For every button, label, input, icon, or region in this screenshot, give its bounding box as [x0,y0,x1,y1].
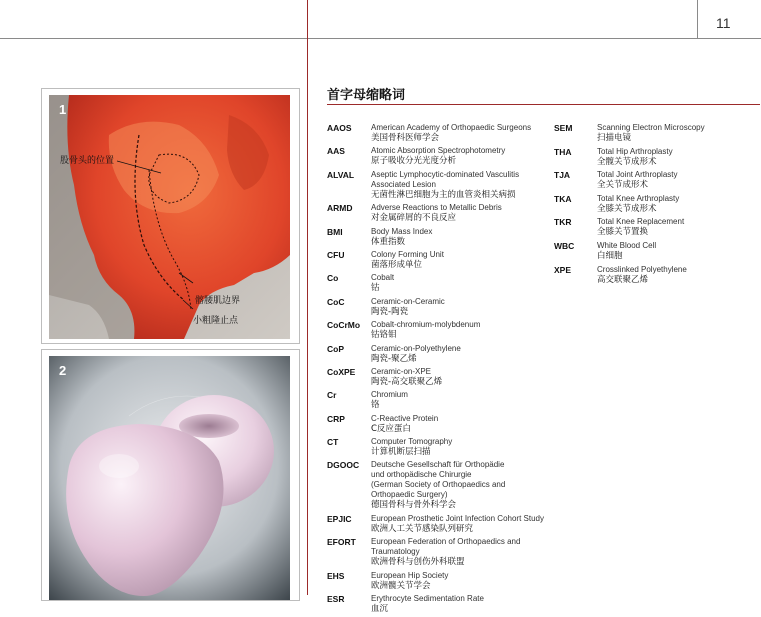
abbreviation-definition [371,460,547,511]
definition-english: Colony Forming Unit [371,249,444,259]
figure-1-panel [41,88,300,344]
figure-1-number: 1 [59,102,67,117]
abbreviation-definition [371,297,547,318]
definition-chinese: 铬 [371,400,380,411]
abbreviation-definition [597,170,754,191]
definition-chinese: 白细胞 [597,250,623,261]
abbreviation-definition [597,194,754,215]
annotation-lesser-trochanter: 小粗隆止点 [193,316,239,326]
abbreviation-definition [371,390,547,411]
ceramic-heads-photo [49,356,290,600]
abbreviation-row [327,514,547,535]
definition-chinese: 全髋关节成形术 [597,156,657,167]
abbreviation-row [327,390,547,411]
abbreviation-term: EPJIC [327,513,352,524]
definition-chinese: 对金属碎屑的不良反应 [371,213,457,224]
definition-english: European Federation of Orthopaedics and Traumatology [371,537,521,557]
definition-chinese: 无菌性淋巴细胞为主的血管炎相关病损 [371,189,516,200]
abbreviation-term: TKR [554,217,572,228]
definition-chinese: 欧洲骨科与创伤外科联盟 [371,557,465,568]
definition-english: Crosslinked Polyethylene [597,264,687,274]
abbreviation-definition [371,146,547,167]
abbreviation-term: CoP [327,343,344,354]
definition-english: Cobalt-chromium-molybdenum [371,320,481,330]
abbreviation-list-right [554,123,754,288]
definition-english: Total Knee Arthroplasty [597,193,680,203]
definition-english: Atomic Absorption Spectrophotometry [371,146,506,156]
abbreviation-definition [371,320,547,341]
abbreviation-row [327,170,547,201]
column-divider [307,0,308,595]
definition-english: European Prosthetic Joint Infection Cohort Study [371,513,544,523]
abbreviation-list-left [327,123,547,617]
abbreviation-row [327,320,547,341]
abbreviation-definition [371,537,547,568]
abbreviation-row [554,123,754,144]
abbreviation-definition [371,123,547,144]
page-number-divider [697,0,698,38]
definition-chinese: 陶瓷-聚乙烯 [371,353,417,364]
definition-english: Body Mass Index [371,226,433,236]
abbreviation-row [554,194,754,215]
definition-chinese: 钴 [371,283,380,294]
surgical-photo [49,95,290,339]
definition-english: Ceramic-on-Polyethylene [371,343,461,353]
abbreviation-definition [597,147,754,168]
definition-chinese: 血沉 [371,604,389,615]
abbreviation-row [327,414,547,435]
abbreviation-term: BMI [327,226,343,237]
abbreviation-row [327,344,547,365]
abbreviation-term: AAOS [327,123,352,133]
abbreviation-definition [371,414,547,435]
definition-chinese: 钴铬钼 [371,330,397,341]
abbreviation-row [327,437,547,458]
definition-english: American Academy of Orthopaedic Surgeons [371,123,532,132]
definition-chinese: 全膝关节成形术 [597,203,657,214]
abbreviation-row [327,297,547,318]
definition-english: Total Joint Arthroplasty [597,170,678,180]
definition-chinese: 全关节成形术 [597,180,649,191]
definition-chinese: C反应蛋白 [371,423,411,434]
definition-english: Total Hip Arthroplasty [597,146,673,156]
abbreviation-term: CoCrMo [327,320,361,331]
abbreviation-definition [371,170,547,201]
abbreviation-row [327,146,547,167]
abbreviation-term: EFORT [327,537,356,548]
definition-chinese: 原子吸收分光光度分析 [371,156,457,167]
definition-chinese: 计算机断层扫描 [371,447,431,458]
definition-english: Cobalt [371,273,395,283]
abbreviation-definition [597,265,754,286]
abbreviation-row [327,227,547,248]
definition-english: Ceramic-on-XPE [371,366,432,376]
abbreviation-term: CoC [327,296,345,307]
abbreviation-row [554,265,754,286]
section-title: 首字母缩略词 [327,88,406,103]
abbreviation-row [327,203,547,224]
abbreviation-row [554,147,754,168]
abbreviation-term: ALVAL [327,169,355,180]
abbreviation-definition [371,367,547,388]
figure-2-panel [41,349,300,601]
abbreviation-row [327,537,547,568]
abbreviation-definition [371,250,547,271]
abbreviation-row [327,460,547,511]
definition-english: C-Reactive Protein [371,413,439,423]
definition-chinese: 美国骨科医师学会 [371,133,440,143]
abbreviation-definition [371,594,547,615]
definition-english: Computer Tomography [371,437,453,447]
abbreviation-term: CFU [327,249,345,260]
definition-english: Deutsche Gesellschaft für Orthopädie und orthopädische Chirurgie (German Society of Orthopaedics and Orthopaedic Surgery) [371,460,506,500]
definition-chinese: 全膝关节置换 [597,227,649,238]
header-rule [0,38,761,39]
abbreviation-term: Cr [327,390,337,401]
definition-english: Chromium [371,390,408,400]
annotation-femoral-head: 股骨头的位置 [60,156,115,166]
abbreviation-row [554,170,754,191]
abbreviation-row [327,250,547,271]
definition-english: Erythrocyte Sedimentation Rate [371,594,484,604]
definition-english: Total Knee Replacement [597,217,685,227]
abbreviation-term: CoXPE [327,366,356,377]
abbreviation-term: CT [327,437,339,448]
abbreviation-row [327,571,547,592]
abbreviation-term: AAS [327,146,345,157]
definition-chinese: 德国骨科与骨外科学会 [371,500,457,511]
definition-english: Scanning Electron Microscopy [597,123,705,132]
abbreviation-term: TJA [554,170,571,181]
abbreviation-definition [597,241,754,262]
abbreviation-definition [371,437,547,458]
abbreviation-term: Co [327,273,339,284]
abbreviation-definition [371,344,547,365]
definition-english: European Hip Society [371,570,449,580]
abbreviation-term: THA [554,146,572,157]
abbreviation-term: SEM [554,123,573,133]
definition-chinese: 欧洲髋关节学会 [371,580,431,591]
annotation-iliopsoas-border: 髂腰肌边界 [195,296,241,306]
definition-chinese: 高交联聚乙烯 [597,274,649,285]
page-number: 11 [716,15,731,31]
figure-2-number: 2 [59,363,67,378]
abbreviation-row [327,367,547,388]
definition-english: Aseptic Lymphocytic-dominated Vasculitis Associated Lesion [371,169,520,189]
definition-chinese: 扫描电镜 [597,133,632,143]
definition-chinese: 欧洲人工关节感染队列研究 [371,523,474,534]
abbreviation-definition [371,203,547,224]
definition-chinese: 陶瓷-陶瓷 [371,306,409,317]
abbreviation-definition [597,123,754,144]
abbreviation-term: DGOOC [327,460,360,471]
abbreviation-term: TKA [554,193,572,204]
definition-chinese: 体重指数 [371,236,406,247]
abbreviation-term: ARMD [327,203,353,214]
abbreviation-term: EHS [327,570,345,581]
abbreviation-row [327,273,547,294]
abbreviation-term: ESR [327,594,345,605]
definition-english: Ceramic-on-Ceramic [371,296,445,306]
abbreviation-term: CRP [327,413,345,424]
abbreviation-term: WBC [554,240,575,251]
definition-english: Adverse Reactions to Metallic Debris [371,203,502,213]
abbreviation-definition [597,217,754,238]
abbreviation-row [327,123,547,144]
abbreviation-row [554,241,754,262]
definition-english: White Blood Cell [597,240,657,250]
abbreviation-definition [371,273,547,294]
title-rule [327,104,760,105]
abbreviation-definition [371,514,547,535]
abbreviation-definition [371,571,547,592]
abbreviation-row [554,217,754,238]
abbreviation-definition [371,227,547,248]
abbreviation-term: XPE [554,264,572,275]
definition-chinese: 菌落形成单位 [371,259,423,270]
abbreviation-row [327,594,547,615]
definition-chinese: 陶瓷-高交联聚乙烯 [371,376,443,387]
